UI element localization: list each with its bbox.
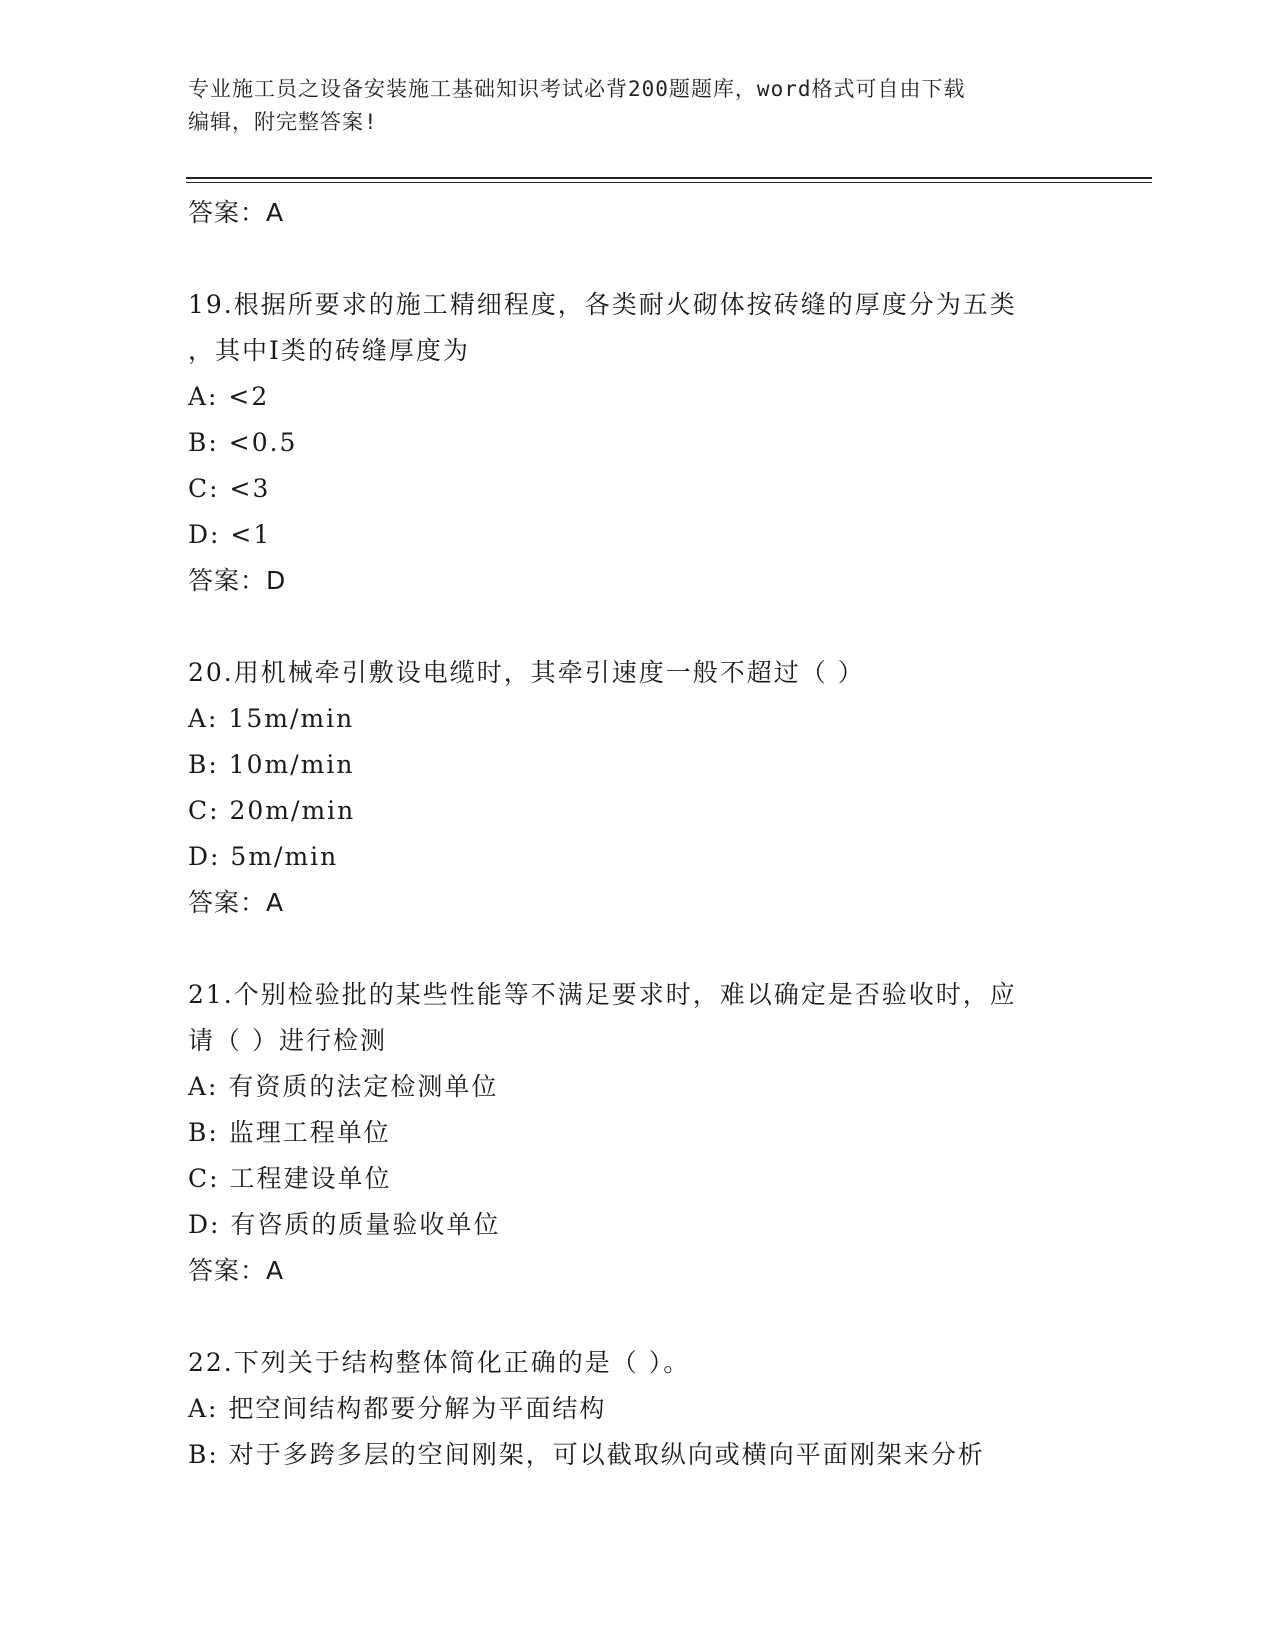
option-b: B: <0.5	[188, 428, 298, 457]
question-21	[188, 972, 1088, 1294]
header-line-1: 专业施工员之设备安装施工基础知识考试必背200题题库，word格式可自由下载	[188, 77, 966, 101]
option-a: A: 把空间结构都要分解为平面结构	[188, 1394, 607, 1423]
answer-line: 答案：A	[188, 888, 285, 917]
question-19	[188, 282, 1088, 604]
question-text: 21.个别检验批的某些性能等不满足要求时，难以确定是否验收时，应	[188, 980, 1017, 1009]
option-c: C: 工程建设单位	[188, 1164, 392, 1193]
question-text-cont: 请（ ）进行检测	[188, 1026, 387, 1055]
option-c: C: 20m/min	[188, 796, 356, 825]
question-22	[188, 1340, 1088, 1478]
question-text-cont: ，其中Ⅰ类的砖缝厚度为	[188, 336, 470, 365]
header-divider	[186, 177, 1152, 179]
option-b: B: 10m/min	[188, 750, 355, 779]
header-divider-thin	[186, 182, 1152, 183]
option-d: D: 5m/min	[188, 842, 339, 871]
question-text: 19.根据所要求的施工精细程度，各类耐火砌体按砖缝的厚度分为五类	[188, 290, 1017, 319]
question-20	[188, 650, 1088, 926]
option-d: D: <1	[188, 520, 272, 549]
question-text: 22.下列关于结构整体简化正确的是（ ）。	[188, 1348, 691, 1377]
option-b: B: 监理工程单位	[188, 1118, 391, 1147]
document-header	[188, 73, 1068, 139]
question-list	[188, 190, 1088, 1478]
option-b: B: 对于多跨多层的空间刚架，可以截取纵向或横向平面刚架来分析	[188, 1440, 985, 1469]
answer-line: 答案：A	[188, 1256, 285, 1285]
header-line-2: 编辑，附完整答案!	[188, 110, 378, 134]
option-a: A: <2	[188, 382, 270, 411]
question-text: 20.用机械牵引敷设电缆时，其牵引速度一般不超过（ ）	[188, 658, 865, 687]
answer-line: 答案：D	[188, 566, 287, 595]
answer-line: 答案：A	[188, 198, 285, 227]
option-a: A: 有资质的法定检测单位	[188, 1072, 499, 1101]
option-a: A: 15m/min	[188, 704, 355, 733]
option-c: C: <3	[188, 474, 271, 503]
option-d: D: 有咨质的质量验收单位	[188, 1210, 501, 1239]
